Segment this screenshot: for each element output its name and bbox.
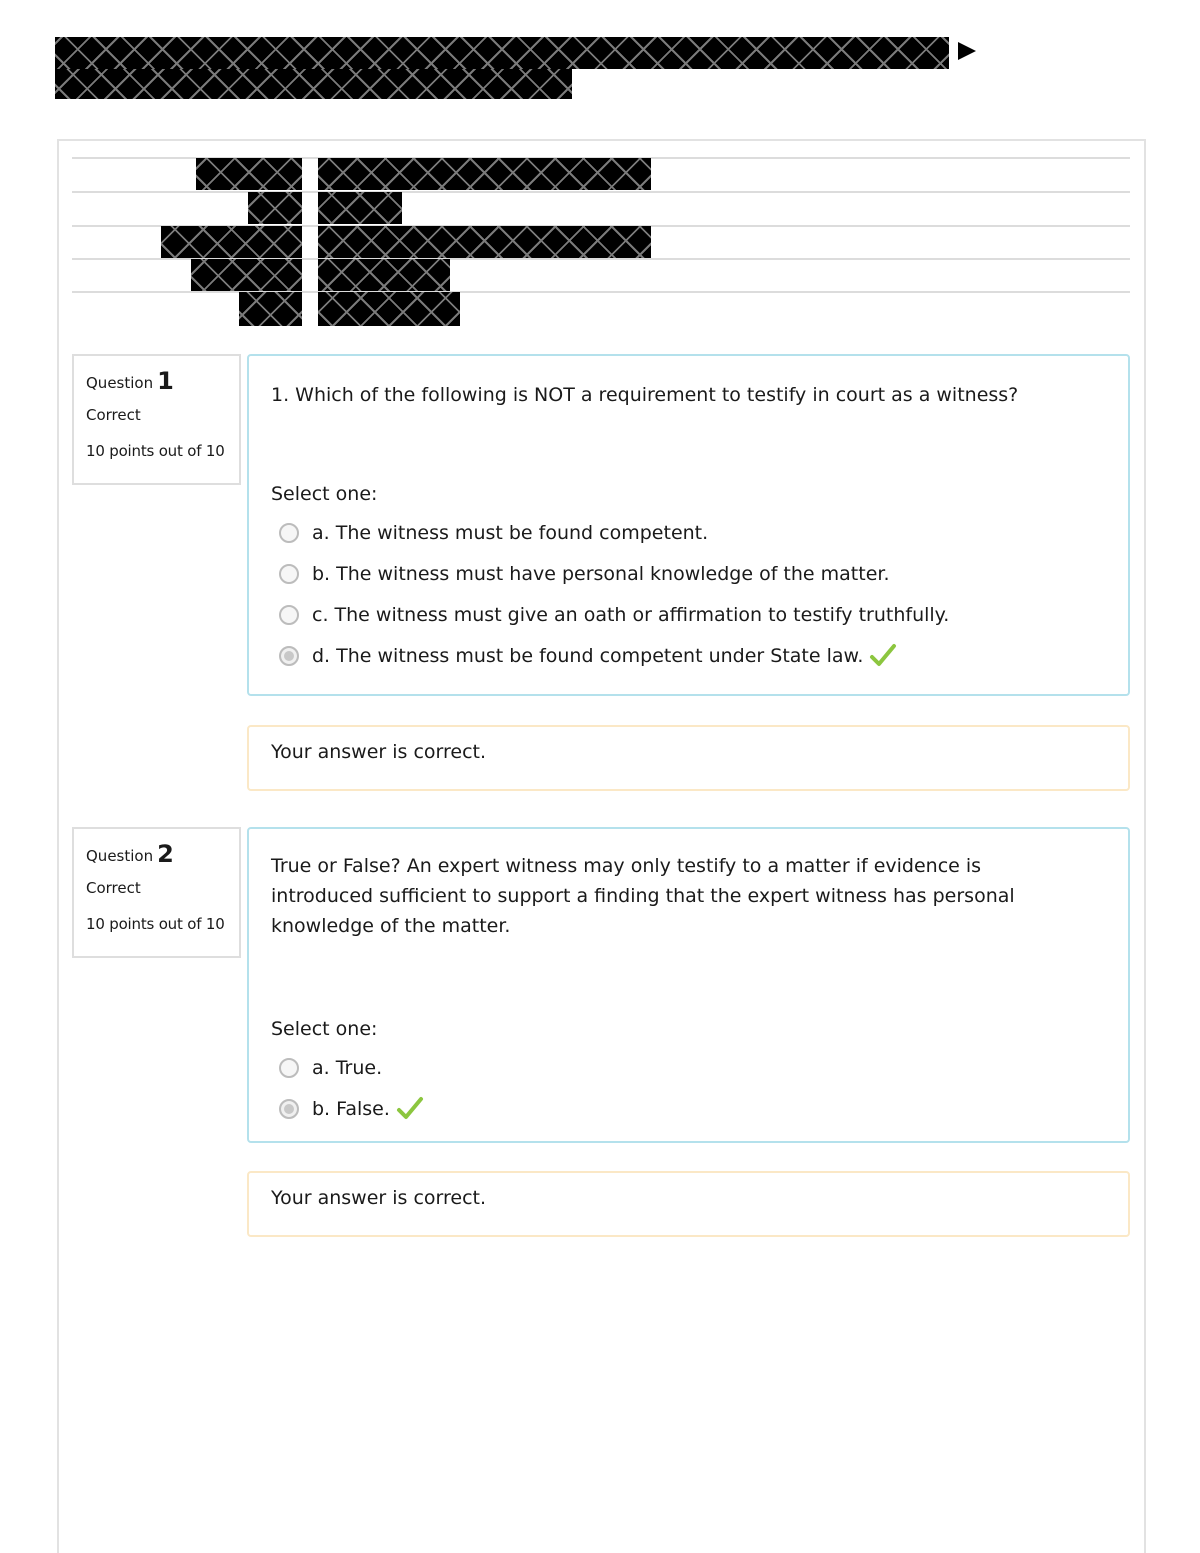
answer-option-a[interactable]	[271, 512, 1106, 553]
redacted-summary-label	[239, 292, 302, 326]
answer-option-c[interactable]	[271, 594, 1106, 635]
question-number	[86, 841, 239, 869]
redacted-summary-label	[248, 192, 302, 224]
radio-button[interactable]	[279, 564, 299, 584]
question-formulation	[247, 827, 1130, 1143]
redacted-summary-value	[318, 192, 402, 224]
summary-row-divider	[72, 191, 1130, 193]
answer-option-a[interactable]	[271, 1047, 1106, 1088]
question-info	[72, 354, 241, 485]
question-state: Correct	[86, 406, 141, 424]
answer-options	[271, 1047, 1106, 1129]
feedback-text: Your answer is correct.	[271, 1187, 487, 1209]
question-grade: 10 points out of 10	[86, 442, 225, 460]
play-icon[interactable]	[958, 42, 976, 60]
answer-option-b[interactable]	[271, 553, 1106, 594]
check-icon	[396, 1095, 424, 1123]
question-text: True or False? An expert witness may only testify to a matter if evidence is introduced sufficient to support a finding that the expert witness has personal knowledge of the matter.	[271, 855, 1015, 937]
question-number-value: 1	[157, 367, 174, 395]
answer-prompt: Select one:	[271, 1018, 378, 1040]
question-label: Question	[86, 374, 154, 392]
radio-button[interactable]	[279, 605, 299, 625]
radio-button-selected[interactable]	[279, 1099, 299, 1119]
answer-option-label: d. The witness must be found competent under State law.	[312, 644, 864, 667]
radio-button[interactable]	[279, 523, 299, 543]
answer-option-d[interactable]	[271, 635, 1106, 676]
redacted-summary-value	[318, 259, 450, 291]
question-grade: 10 points out of 10	[86, 915, 225, 933]
question-number	[86, 368, 239, 396]
redacted-summary-label	[161, 226, 302, 258]
redacted-summary-value	[318, 292, 460, 326]
check-icon	[869, 642, 897, 670]
answer-option-label: a. True.	[312, 1056, 383, 1079]
redacted-summary-label	[196, 158, 302, 190]
answer-option-label: c. The witness must give an oath or affirmation to testify truthfully.	[312, 603, 950, 626]
feedback-box	[247, 725, 1130, 791]
question-state: Correct	[86, 879, 141, 897]
question-label: Question	[86, 847, 154, 865]
question-formulation	[247, 354, 1130, 696]
redacted-title-line-1	[55, 37, 949, 69]
radio-button-selected[interactable]	[279, 646, 299, 666]
question-number-value: 2	[157, 840, 174, 868]
summary-row-divider	[72, 291, 1130, 293]
feedback-box	[247, 1171, 1130, 1237]
redacted-title-line-2	[55, 69, 572, 99]
answer-option-label: b. False.	[312, 1097, 390, 1120]
answer-prompt: Select one:	[271, 483, 378, 505]
redacted-summary-label	[191, 259, 302, 291]
question-info	[72, 827, 241, 958]
feedback-text: Your answer is correct.	[271, 741, 487, 763]
redacted-summary-value	[318, 226, 651, 258]
answer-option-label: b. The witness must have personal knowledge of the matter.	[312, 562, 890, 585]
answer-option-b[interactable]	[271, 1088, 1106, 1129]
answer-option-label: a. The witness must be found competent.	[312, 521, 709, 544]
redacted-summary-value	[318, 158, 651, 190]
question-text: 1. Which of the following is NOT a requirement to testify in court as a witness?	[271, 384, 1019, 406]
radio-button[interactable]	[279, 1058, 299, 1078]
answer-options	[271, 512, 1106, 676]
